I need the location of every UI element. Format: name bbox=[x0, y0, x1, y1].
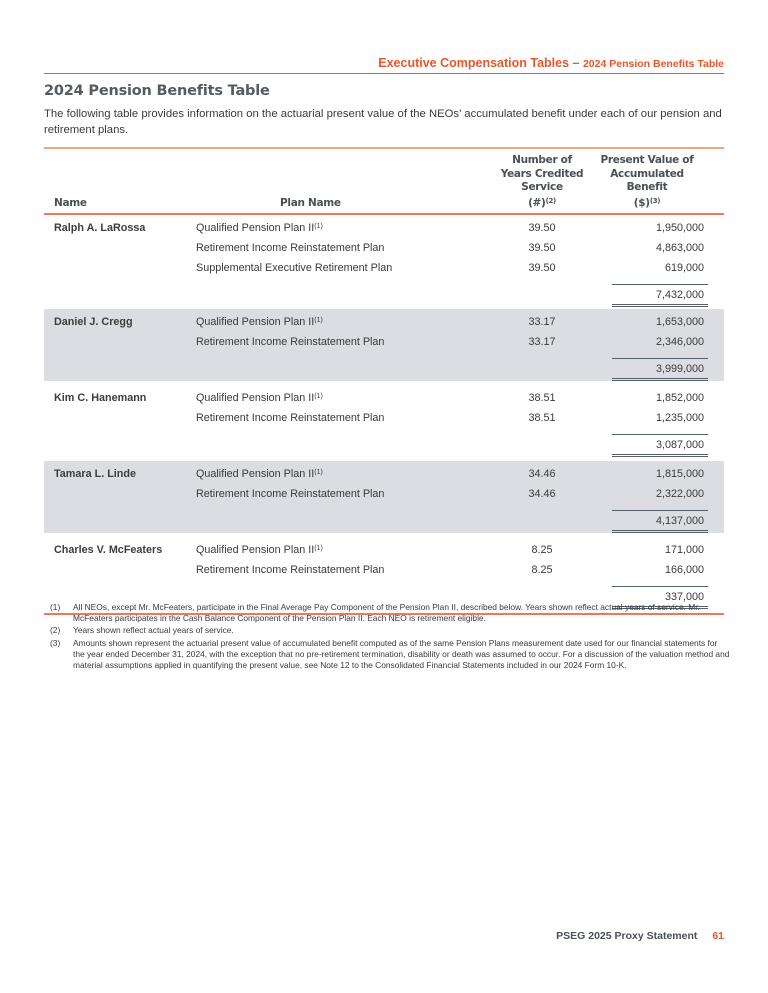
footnote-1: (1) All NEOs, except Mr. McFeaters, participate in the Final Average Pay Component of the Pension Plan II, described below. Years shown reflect actual years of service. Mr. McFeaters participates in the Cash Balance Component of the Pension Plan II. Each NEO is retirement eligible. bbox=[50, 602, 700, 624]
years-credited: 39.50 bbox=[528, 222, 556, 234]
years-credited: 8.25 bbox=[531, 544, 553, 556]
total-row bbox=[44, 503, 724, 533]
present-value: 171,000 bbox=[664, 544, 704, 556]
neo-name: Tamara L. Linde bbox=[54, 468, 136, 480]
table-row bbox=[44, 463, 724, 483]
running-head-section: Executive Compensation Tables – bbox=[378, 56, 580, 70]
page-number: 61 bbox=[712, 930, 724, 942]
plan-name: Retirement Income Reinstatement Plan bbox=[196, 336, 385, 348]
table-row bbox=[44, 407, 724, 427]
plan-name: Supplemental Executive Retirement Plan bbox=[196, 262, 393, 274]
total-value: 3,999,000 bbox=[612, 358, 708, 381]
table-header-row bbox=[44, 149, 724, 215]
total-row bbox=[44, 277, 724, 307]
present-value: 619,000 bbox=[664, 262, 704, 274]
years-credited: 39.50 bbox=[528, 262, 556, 274]
footnotes bbox=[50, 602, 730, 672]
pension-benefits-table bbox=[44, 147, 724, 615]
table-row bbox=[44, 483, 724, 503]
running-head bbox=[44, 56, 724, 74]
table-group-cregg bbox=[44, 309, 724, 381]
total-value: 7,432,000 bbox=[612, 284, 708, 307]
table-group-hanemann bbox=[44, 381, 724, 457]
neo-name: Ralph A. LaRossa bbox=[54, 222, 146, 234]
years-credited: 33.17 bbox=[528, 336, 556, 348]
running-head-subsection: 2024 Pension Benefits Table bbox=[582, 58, 724, 70]
intro-paragraph: The following table provides information on the actuarial present value of the NEOs’ accumulated benefit under each of our pension and retirement plans. bbox=[44, 108, 722, 136]
page-footer bbox=[556, 930, 724, 942]
plan-name: Qualified Pension Plan II$^{(1)}$ bbox=[196, 544, 323, 556]
present-value: 2,346,000 bbox=[655, 336, 704, 348]
plan-name: Qualified Pension Plan II$^{(1)}$ bbox=[196, 316, 323, 328]
page-title: 2024 Pension Benefits Table bbox=[44, 83, 270, 99]
present-value: 166,000 bbox=[664, 564, 704, 576]
present-value: 1,852,000 bbox=[655, 392, 704, 404]
years-credited: 33.17 bbox=[528, 316, 556, 328]
years-credited: 34.46 bbox=[528, 468, 556, 480]
present-value: 1,653,000 bbox=[655, 316, 704, 328]
table-row bbox=[44, 539, 724, 559]
total-value: 337,000 bbox=[612, 586, 708, 609]
years-credited: 39.50 bbox=[528, 242, 556, 254]
table-group-linde bbox=[44, 461, 724, 533]
present-value: 1,235,000 bbox=[655, 412, 704, 424]
plan-name: Retirement Income Reinstatement Plan bbox=[196, 242, 385, 254]
table-group-larossa bbox=[44, 215, 724, 307]
plan-name: Qualified Pension Plan II$^{(1)}$ bbox=[196, 468, 323, 480]
plan-name: Retirement Income Reinstatement Plan bbox=[196, 412, 385, 424]
table-group-mcfeaters bbox=[44, 533, 724, 613]
neo-name: Charles V. McFeaters bbox=[54, 544, 163, 556]
header-name: Name bbox=[54, 196, 87, 209]
table-row bbox=[44, 331, 724, 351]
publication-name: PSEG 2025 Proxy Statement bbox=[556, 930, 698, 942]
table-row bbox=[44, 257, 724, 277]
plan-name: Retirement Income Reinstatement Plan bbox=[196, 488, 385, 500]
present-value: 2,322,000 bbox=[655, 488, 704, 500]
table-row bbox=[44, 387, 724, 407]
footnote-3: (3) Amounts shown represent the actuarial present value of accumulated benefit computed as of the same Pension Plans measurement date used for our financial statements for the year ended December 31, 2024, with the exception that no pre-retirement termination, disability or death was assumed to occur. For a discussion of the valuation method and material assumptions applied in quantifying the present value, see Note 12 to the Consolidated Financial Statements included in our 2024 Form 10-K. bbox=[50, 637, 730, 671]
present-value: 1,950,000 bbox=[655, 222, 704, 234]
plan-name: Qualified Pension Plan II$^{(1)}$ bbox=[196, 392, 323, 404]
total-row bbox=[44, 427, 724, 457]
header-years-credited-service: Number of Years Credited Service (#)$^{(2)}$ bbox=[500, 154, 584, 209]
present-value: 4,863,000 bbox=[655, 242, 704, 254]
years-credited: 34.46 bbox=[528, 488, 556, 500]
header-plan-name: Plan Name bbox=[280, 196, 341, 209]
footnote-2: (2) Years shown reflect actual years of service. bbox=[50, 625, 234, 636]
present-value: 1,815,000 bbox=[655, 468, 704, 480]
table-row bbox=[44, 217, 724, 237]
plan-name: Qualified Pension Plan II$^{(1)}$ bbox=[196, 222, 323, 234]
plan-name: Retirement Income Reinstatement Plan bbox=[196, 564, 385, 576]
total-row bbox=[44, 351, 724, 381]
header-present-value: Present Value of Accumulated Benefit ($)$^{(3)}$ bbox=[600, 154, 694, 209]
total-value: 4,137,000 bbox=[612, 510, 708, 533]
table-row bbox=[44, 311, 724, 331]
neo-name: Kim C. Hanemann bbox=[54, 392, 147, 404]
table-row bbox=[44, 559, 724, 579]
total-value: 3,087,000 bbox=[612, 434, 708, 457]
years-credited: 38.51 bbox=[528, 412, 556, 424]
neo-name: Daniel J. Cregg bbox=[54, 316, 133, 328]
years-credited: 8.25 bbox=[531, 564, 553, 576]
table-row bbox=[44, 237, 724, 257]
years-credited: 38.51 bbox=[528, 392, 556, 404]
